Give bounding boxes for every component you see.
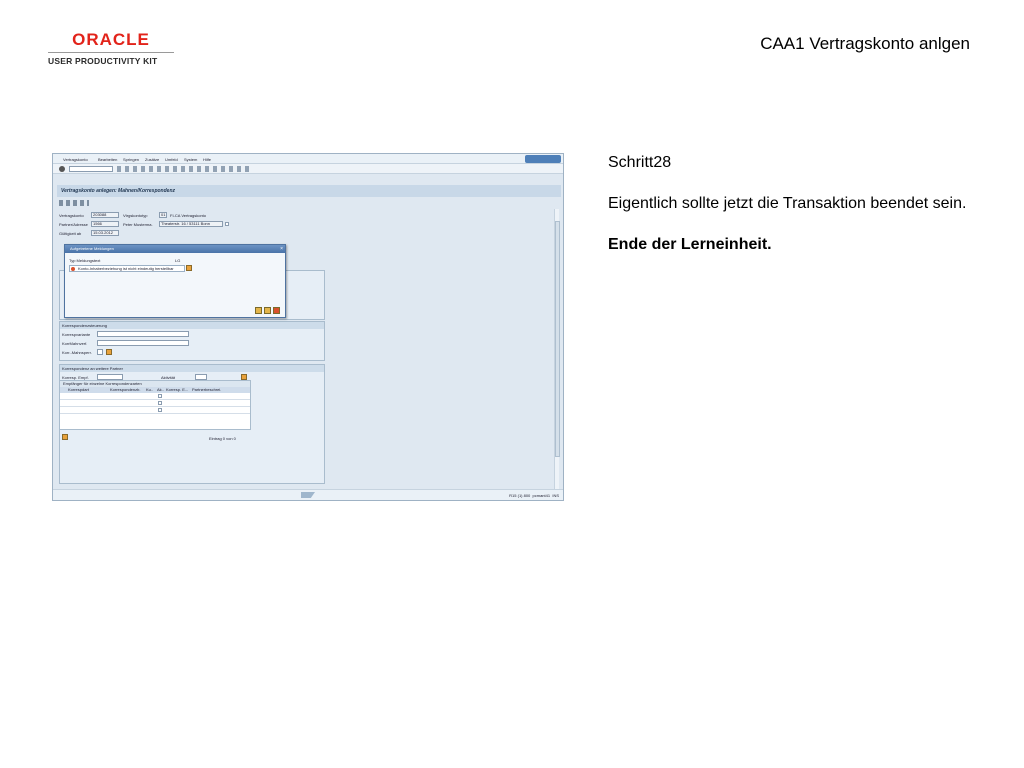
korrvariante-label: Korrespvariante <box>62 332 91 337</box>
vkontotyp-field: 01 <box>161 212 166 217</box>
mahnsperre-label: Korr.-Mahnsperr. <box>62 350 92 355</box>
korrpartner-title: Korrespondenz an weitere Partner <box>60 365 324 372</box>
menu-item-vertragskonto[interactable]: Vertragskonto <box>63 157 88 162</box>
col-ak[interactable]: Ak.. <box>157 387 164 392</box>
oracle-wordmark: ORACLE <box>72 30 150 49</box>
sap-statusbar <box>53 489 563 500</box>
gueltigkeit-field: 15.03.2012 <box>91 230 119 236</box>
end-note: Ende der Lerneinheit. <box>608 236 772 253</box>
screen-titlebar <box>57 185 561 197</box>
error-icon <box>71 267 75 271</box>
continue-button[interactable] <box>255 307 262 314</box>
logo-divider <box>48 52 174 53</box>
address-field: Theaterstr. 16 / 53111 Bonn <box>159 221 223 227</box>
vkontotyp-label: Vtrgskontotyp <box>123 213 148 218</box>
message-help-icon[interactable] <box>186 265 192 271</box>
vertragskonto-field: 203088 <box>91 212 119 218</box>
menu-item-hilfe[interactable]: Hilfe <box>203 157 212 162</box>
mahnsperre-help-icon[interactable] <box>106 349 112 355</box>
system-info: R15 (1) 800 pcmant41 INS <box>509 493 559 498</box>
screen-title: Vertragskonto anlegen: Mahnen/Korrespondenz <box>61 188 175 194</box>
messages-dialog <box>64 244 286 318</box>
dialog-col-type: Typ Meldungstext <box>69 258 101 263</box>
enter-icon[interactable] <box>59 166 65 172</box>
step-label: Schritt28 <box>608 154 672 171</box>
korr-empf-label: Korresp. Empf. <box>62 375 89 380</box>
table-row[interactable] <box>60 400 250 407</box>
sap-screenshot <box>52 153 564 501</box>
col-korrespondenzb[interactable]: Korrespondenzb. <box>110 387 141 392</box>
instruction-text: Eigentlich sollte jetzt die Transaktion beendet sein. <box>608 195 967 212</box>
cancel-button[interactable] <box>273 307 280 314</box>
instruction-panel <box>608 152 978 255</box>
menu-item-umfeld[interactable]: Umfeld <box>165 157 178 162</box>
partner-name: Peter Musterma. <box>123 222 153 227</box>
menu-item-system[interactable]: System <box>184 157 198 162</box>
toolbar-icons[interactable] <box>117 166 251 172</box>
table-settings-icon[interactable] <box>62 434 68 440</box>
korrvariante-select[interactable] <box>97 331 189 337</box>
gueltigkeit-label: Gültigkeit ab <box>59 231 82 236</box>
vertical-scrollbar[interactable] <box>554 209 559 489</box>
dialog-title: Aufgetretene Meldungen <box>70 246 114 251</box>
dialog-column-header <box>69 258 279 264</box>
address-details-icon[interactable] <box>225 222 229 226</box>
vkontotyp-text: FI-CA Vertragskonto <box>170 213 207 218</box>
col-korrespdart[interactable]: Korrespdart <box>68 387 89 392</box>
empfaenger-table <box>59 380 251 430</box>
col-korresp-e[interactable]: Korresp. E... <box>166 387 189 392</box>
oracle-upk-logo <box>48 30 174 66</box>
mahnsperre-field[interactable] <box>97 349 103 355</box>
message-row[interactable] <box>69 265 185 272</box>
menu-item-zusaetze[interactable]: Zusätze <box>145 157 160 162</box>
table-row[interactable] <box>60 407 250 414</box>
close-icon[interactable]: × <box>280 246 283 252</box>
col-ku[interactable]: Ku.. <box>146 387 154 392</box>
table-row[interactable] <box>60 393 250 400</box>
sap-menubar <box>53 154 563 164</box>
application-toolbar[interactable] <box>59 200 89 206</box>
dialog-buttons <box>255 307 281 314</box>
vertragskonto-label: Vertragskonto <box>59 213 84 218</box>
korrmahnverf-select[interactable] <box>97 340 189 346</box>
korrmahnverf-label: KorrMahnverf. <box>62 341 88 346</box>
dialog-titlebar <box>65 245 285 253</box>
slide-title: CAA1 Vertragskonto anlgen <box>760 34 970 53</box>
status-expand-icon[interactable] <box>301 492 315 498</box>
korrsteuerung-title: Korrespondenzsteuerung <box>60 322 324 329</box>
window-controls[interactable] <box>525 155 561 163</box>
menu-item-bearbeiten[interactable]: Bearbeiten <box>98 157 118 162</box>
message-text: Konto-Inhaberbeziehung ist nicht eindeutig herstellbar <box>78 266 174 271</box>
command-field[interactable] <box>69 166 113 172</box>
sap-standard-toolbar <box>53 164 563 174</box>
dialog-col-count: LG <box>175 258 181 263</box>
aktivitaet-label: Aktivität <box>161 375 176 380</box>
partner-label: Partner/Adresse <box>59 222 88 227</box>
entry-count: Eintrag 0 von 0 <box>209 436 236 441</box>
col-partnerbeschrei[interactable]: Partnerbeschrei. <box>192 387 222 392</box>
menu-item-springen[interactable]: Springen <box>123 157 140 162</box>
empfaenger-table-title: Empfänger für einzelne Korrespondenzarten <box>60 381 250 387</box>
partner-field: 1566 <box>91 221 119 227</box>
logo-product-name: USER PRODUCTIVITY KIT <box>48 56 158 66</box>
help-button[interactable] <box>264 307 271 314</box>
